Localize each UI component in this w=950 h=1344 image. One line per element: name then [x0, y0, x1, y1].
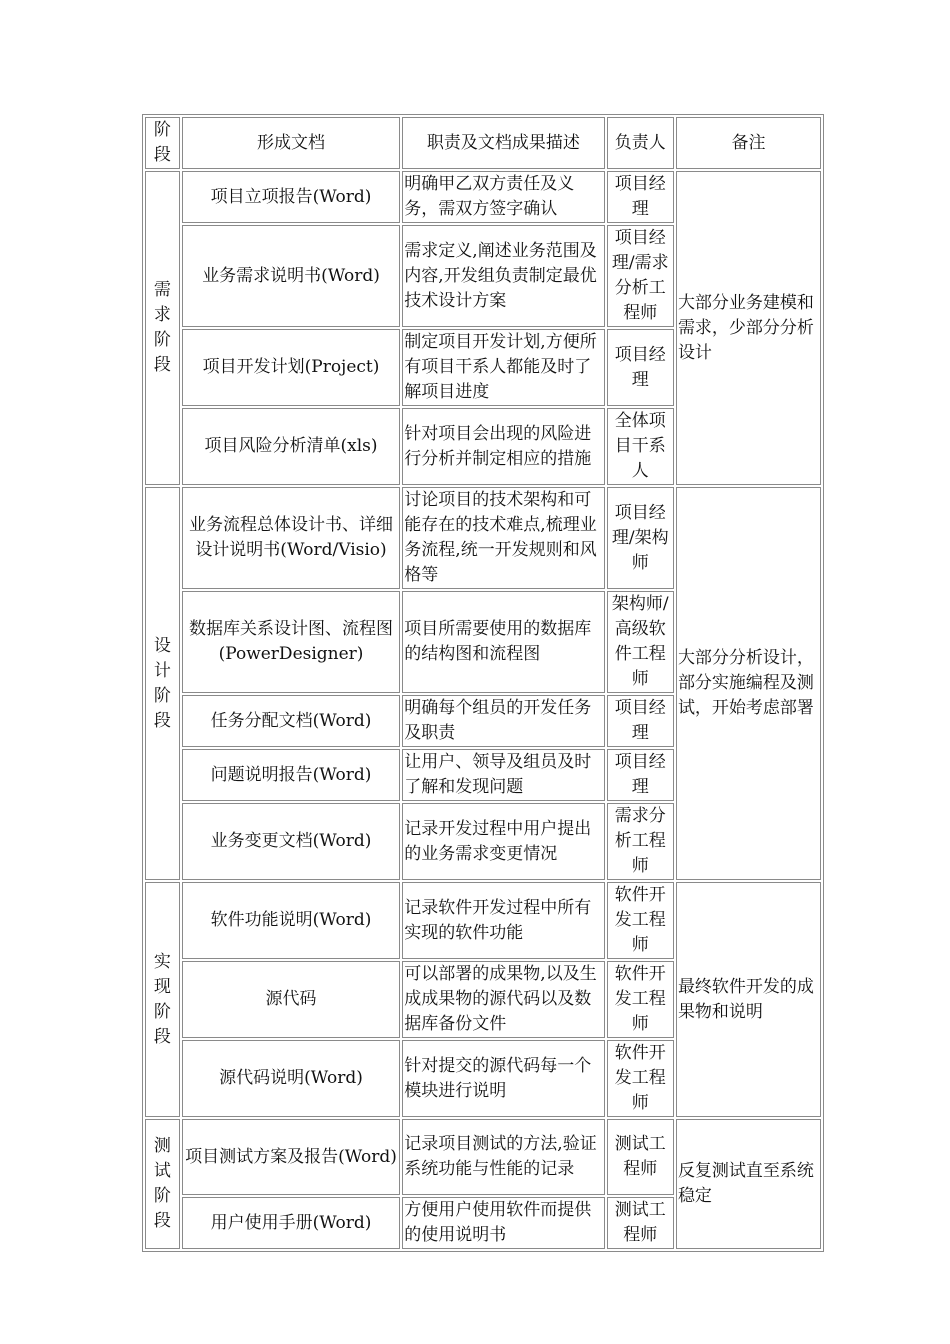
desc-cell: 讨论项目的技术架构和可能存在的技术难点,梳理业务流程,统一开发规则和风格等: [402, 487, 604, 589]
desc-cell: 记录开发过程中用户提出的业务需求变更情况: [402, 803, 604, 880]
doc-cell: 用户使用手册(Word): [182, 1197, 401, 1249]
note-cell: 大部分分析设计，部分实施编程及测试，开始考虑部署: [676, 487, 821, 880]
stage-cell: 需求阶段: [145, 171, 180, 485]
header-row: [145, 117, 821, 169]
desc-cell: 项目所需要使用的数据库的结构图和流程图: [402, 591, 604, 693]
doc-cell: 业务流程总体设计书、详细设计说明书(Word/Visio): [182, 487, 401, 589]
doc-cell: 问题说明报告(Word): [182, 749, 401, 801]
desc-cell: 可以部署的成果物,以及生成成果物的源代码以及数据库备份文件: [402, 961, 604, 1038]
owner-cell: 架构师/高级软件工程师: [607, 591, 674, 693]
owner-cell: 项目经理/架构师: [607, 487, 674, 589]
doc-cell: 任务分配文档(Word): [182, 695, 401, 747]
doc-cell: 业务变更文档(Word): [182, 803, 401, 880]
desc-cell: 记录项目测试的方法,验证系统功能与性能的记录: [402, 1119, 604, 1195]
owner-cell: 项目经理: [607, 171, 674, 223]
doc-cell: 软件功能说明(Word): [182, 882, 401, 959]
stage-cell: 测试阶段: [145, 1119, 180, 1249]
doc-cell: 项目测试方案及报告(Word): [182, 1119, 401, 1195]
owner-cell: 项目经理: [607, 329, 674, 406]
header-document: 形成文档: [182, 117, 401, 169]
table-row: [145, 1119, 821, 1195]
desc-cell: 让用户、领导及组员及时了解和发现问题: [402, 749, 604, 801]
stage-cell: 设计阶段: [145, 487, 180, 880]
note-cell: 最终软件开发的成果物和说明: [676, 882, 821, 1117]
doc-cell: 项目风险分析清单(xls): [182, 408, 401, 485]
desc-cell: 方便用户使用软件而提供的使用说明书: [402, 1197, 604, 1249]
note-cell: 反复测试直至系统稳定: [676, 1119, 821, 1249]
desc-cell: 制定项目开发计划,方便所有项目干系人都能及时了解项目进度: [402, 329, 604, 406]
desc-cell: 明确甲乙双方责任及义务，需双方签字确认: [402, 171, 604, 223]
owner-cell: 测试工程师: [607, 1119, 674, 1195]
doc-cell: 数据库关系设计图、流程图(PowerDesigner): [182, 591, 401, 693]
desc-cell: 需求定义,阐述业务范围及内容,开发组负责制定最优技术设计方案: [402, 225, 604, 327]
doc-cell: 项目开发计划(Project): [182, 329, 401, 406]
owner-cell: 软件开发工程师: [607, 882, 674, 959]
table-row: [145, 171, 821, 223]
header-description: 职责及文档成果描述: [402, 117, 604, 169]
table-row: [145, 882, 821, 959]
table-row: [145, 487, 821, 589]
desc-cell: 针对项目会出现的风险进行分析并制定相应的措施: [402, 408, 604, 485]
owner-cell: 项目经理: [607, 695, 674, 747]
desc-cell: 记录软件开发过程中所有实现的软件功能: [402, 882, 604, 959]
note-cell: 大部分业务建模和需求，少部分分析设计: [676, 171, 821, 485]
header-stage: 阶段: [145, 117, 180, 169]
doc-cell: 业务需求说明书(Word): [182, 225, 401, 327]
desc-cell: 明确每个组员的开发任务及职责: [402, 695, 604, 747]
owner-cell: 项目经理: [607, 749, 674, 801]
owner-cell: 软件开发工程师: [607, 961, 674, 1038]
desc-cell: 针对提交的源代码每一个模块进行说明: [402, 1040, 604, 1117]
header-note: 备注: [676, 117, 821, 169]
stage-cell: 实现阶段: [145, 882, 180, 1117]
doc-table: [142, 114, 824, 1252]
owner-cell: 需求分析工程师: [607, 803, 674, 880]
doc-cell: 项目立项报告(Word): [182, 171, 401, 223]
owner-cell: 测试工程师: [607, 1197, 674, 1249]
doc-cell: 源代码说明(Word): [182, 1040, 401, 1117]
owner-cell: 项目经理/需求分析工程师: [607, 225, 674, 327]
owner-cell: 软件开发工程师: [607, 1040, 674, 1117]
owner-cell: 全体项目干系人: [607, 408, 674, 485]
header-owner: 负责人: [607, 117, 674, 169]
doc-cell: 源代码: [182, 961, 401, 1038]
